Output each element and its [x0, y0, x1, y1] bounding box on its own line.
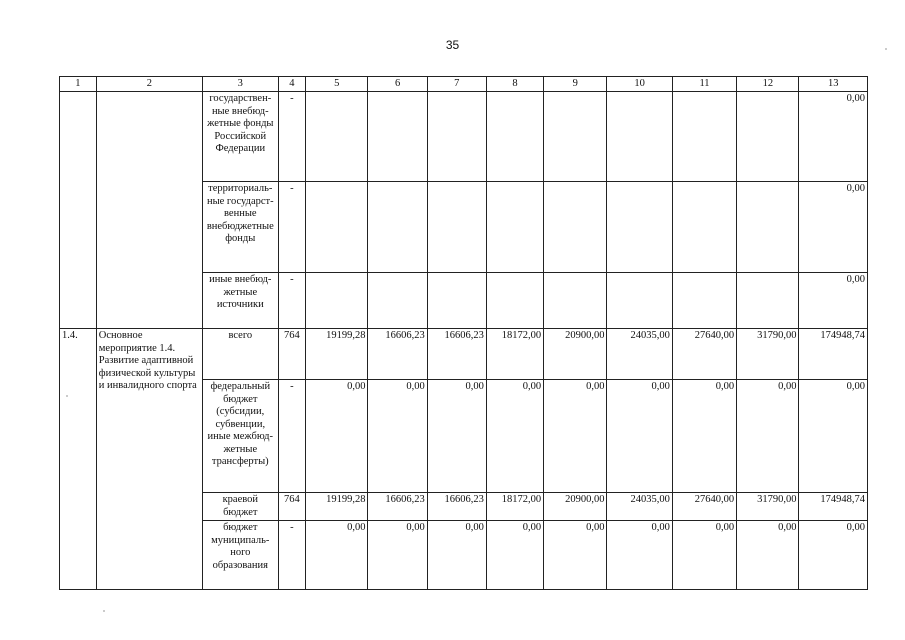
- value-cell: [672, 182, 736, 273]
- value-cell: 0,00: [544, 521, 607, 590]
- table-row: [60, 329, 868, 380]
- source-cell: иные внебюд-жетные источники: [203, 273, 279, 329]
- value-cell: 16606,23: [368, 329, 427, 380]
- value-cell: 0,00: [607, 521, 672, 590]
- source-cell: краевой бюджет: [203, 493, 279, 521]
- value-cell: [486, 273, 543, 329]
- value-cell: [607, 92, 672, 182]
- value-cell: [486, 182, 543, 273]
- value-cell: 0,00: [427, 521, 486, 590]
- value-cell: [368, 182, 427, 273]
- total-cell: 0,00: [799, 92, 868, 182]
- value-cell: [306, 92, 368, 182]
- code-cell: -: [278, 380, 306, 493]
- value-cell: 0,00: [306, 380, 368, 493]
- value-cell: 16606,23: [368, 493, 427, 521]
- value-cell: 0,00: [737, 521, 799, 590]
- value-cell: [672, 273, 736, 329]
- col-header: 8: [486, 77, 543, 92]
- value-cell: [737, 92, 799, 182]
- value-cell: 20900,00: [544, 329, 607, 380]
- value-cell: 27640,00: [672, 493, 736, 521]
- value-cell: 19199,28: [306, 493, 368, 521]
- code-cell: 764: [278, 329, 306, 380]
- value-cell: [737, 273, 799, 329]
- value-cell: [544, 92, 607, 182]
- value-cell: [607, 182, 672, 273]
- table-row: [60, 92, 868, 182]
- value-cell: 20900,00: [544, 493, 607, 521]
- value-cell: 24035,00: [607, 329, 672, 380]
- value-cell: [427, 273, 486, 329]
- source-cell: территориаль-ные государст-венные внебюджетные фонды: [203, 182, 279, 273]
- value-cell: [672, 92, 736, 182]
- value-cell: 0,00: [368, 380, 427, 493]
- value-cell: [544, 273, 607, 329]
- code-cell: -: [278, 182, 306, 273]
- scan-speck: [103, 610, 105, 612]
- value-cell: [368, 273, 427, 329]
- value-cell: 0,00: [607, 380, 672, 493]
- value-cell: 18172,00: [486, 493, 543, 521]
- row-number-cell: 1.4.: [60, 329, 97, 590]
- value-cell: 0,00: [737, 380, 799, 493]
- col-header: 9: [544, 77, 607, 92]
- value-cell: [486, 92, 543, 182]
- col-header: 13: [799, 77, 868, 92]
- value-cell: 0,00: [544, 380, 607, 493]
- budget-table: [59, 76, 868, 590]
- col-header: 11: [672, 77, 736, 92]
- total-cell: 0,00: [799, 273, 868, 329]
- value-cell: 0,00: [486, 380, 543, 493]
- col-header: 1: [60, 77, 97, 92]
- code-cell: -: [278, 273, 306, 329]
- value-cell: 31790,00: [737, 329, 799, 380]
- item-name-cell: [96, 92, 202, 329]
- value-cell: [306, 273, 368, 329]
- value-cell: 0,00: [306, 521, 368, 590]
- value-cell: 0,00: [486, 521, 543, 590]
- source-cell: всего: [203, 329, 279, 380]
- value-cell: 0,00: [672, 380, 736, 493]
- col-header: 2: [96, 77, 202, 92]
- col-header: 5: [306, 77, 368, 92]
- item-name-cell: Основное мероприятие 1.4. Развитие адаптивной физической культуры и инвалидного спорта: [96, 329, 202, 590]
- value-cell: [607, 273, 672, 329]
- col-header: 10: [607, 77, 672, 92]
- value-cell: [368, 92, 427, 182]
- value-cell: 31790,00: [737, 493, 799, 521]
- value-cell: [427, 182, 486, 273]
- code-cell: -: [278, 92, 306, 182]
- value-cell: 16606,23: [427, 329, 486, 380]
- value-cell: [427, 92, 486, 182]
- col-header: 7: [427, 77, 486, 92]
- total-cell: 0,00: [799, 521, 868, 590]
- col-header: 6: [368, 77, 427, 92]
- value-cell: 24035,00: [607, 493, 672, 521]
- value-cell: 16606,23: [427, 493, 486, 521]
- value-cell: 0,00: [427, 380, 486, 493]
- source-cell: бюджет муниципаль-ного образования: [203, 521, 279, 590]
- total-cell: 0,00: [799, 380, 868, 493]
- total-cell: 0,00: [799, 182, 868, 273]
- table-header-row: [60, 77, 868, 92]
- col-header: 3: [203, 77, 279, 92]
- col-header: 12: [737, 77, 799, 92]
- page-number: 35: [445, 38, 460, 52]
- scan-speck: [885, 48, 887, 50]
- value-cell: 0,00: [672, 521, 736, 590]
- row-number-cell: [60, 92, 97, 329]
- code-cell: 764: [278, 493, 306, 521]
- value-cell: [544, 182, 607, 273]
- code-cell: -: [278, 521, 306, 590]
- source-cell: федеральный бюджет (субсидии, субвенции, иные межбюд-жетные трансферты): [203, 380, 279, 493]
- total-cell: 174948,74: [799, 329, 868, 380]
- col-header: 4: [278, 77, 306, 92]
- total-cell: 174948,74: [799, 493, 868, 521]
- value-cell: 18172,00: [486, 329, 543, 380]
- value-cell: [306, 182, 368, 273]
- source-cell: государствен-ные внебюд-жетные фонды Российской Федерации: [203, 92, 279, 182]
- value-cell: 0,00: [368, 521, 427, 590]
- value-cell: [737, 182, 799, 273]
- value-cell: 19199,28: [306, 329, 368, 380]
- value-cell: 27640,00: [672, 329, 736, 380]
